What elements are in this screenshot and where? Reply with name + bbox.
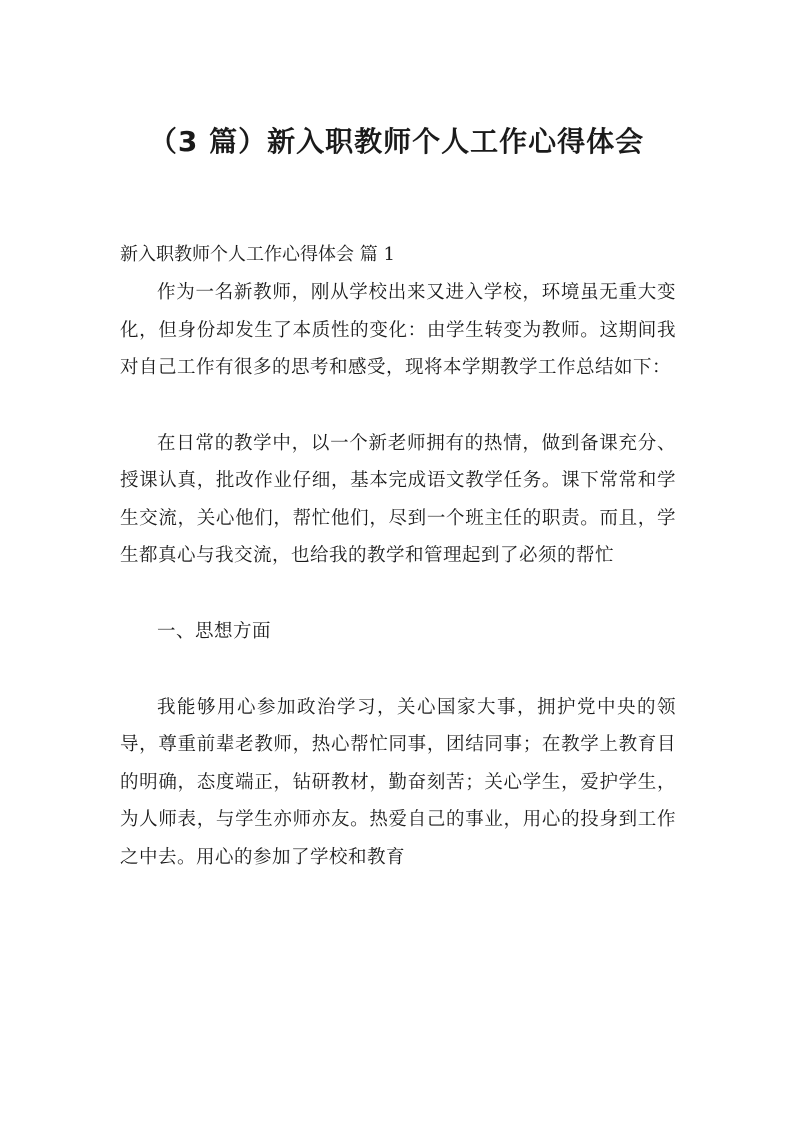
section-heading: 一、思想方面 [157,620,272,642]
paragraph-daily-teaching: 在日常的教学中，以一个新老师拥有的热情，做到备课充分、授课认真，批改作业仔细，基本完成语文教学任务。课下常常和学生交流，关心他们，帮忙他们，尽到一个班主任的职责。而且，学生都真心与我交流，也给我的教学和管理起到了必须的帮忙 [120,432,676,566]
paragraph-spacer [120,651,676,689]
paragraph-intro: 作为一名新教师，刚从学校出来又进入学校，环境虽无重大变化，但身份却发生了本质性的变化：由学生转变为教师。这期间我对自己工作有很多的思考和感受，现将本学期教学工作总结如下： [120,282,676,378]
document-title: （3 篇）新入职教师个人工作心得体会 [148,125,645,158]
paragraph-spacer [120,387,676,425]
document-body [120,236,676,876]
paragraph-ideology: 我能够用心参加政治学习，关心国家大事，拥护党中央的领导，尊重前辈老教师，热心帮忙同事，团结同事；在教学上教育目的明确，态度端正，钻研教材，勤奋刻苦；关心学生，爱护学生，为人师表，与学生亦师亦友。热爱自己的事业，用心的投身到工作之中去。用心的参加了学校和教育 [120,696,676,868]
article-subtitle: 新入职教师个人工作心得体会 篇 1 [120,244,395,265]
paragraph-spacer [120,575,676,613]
